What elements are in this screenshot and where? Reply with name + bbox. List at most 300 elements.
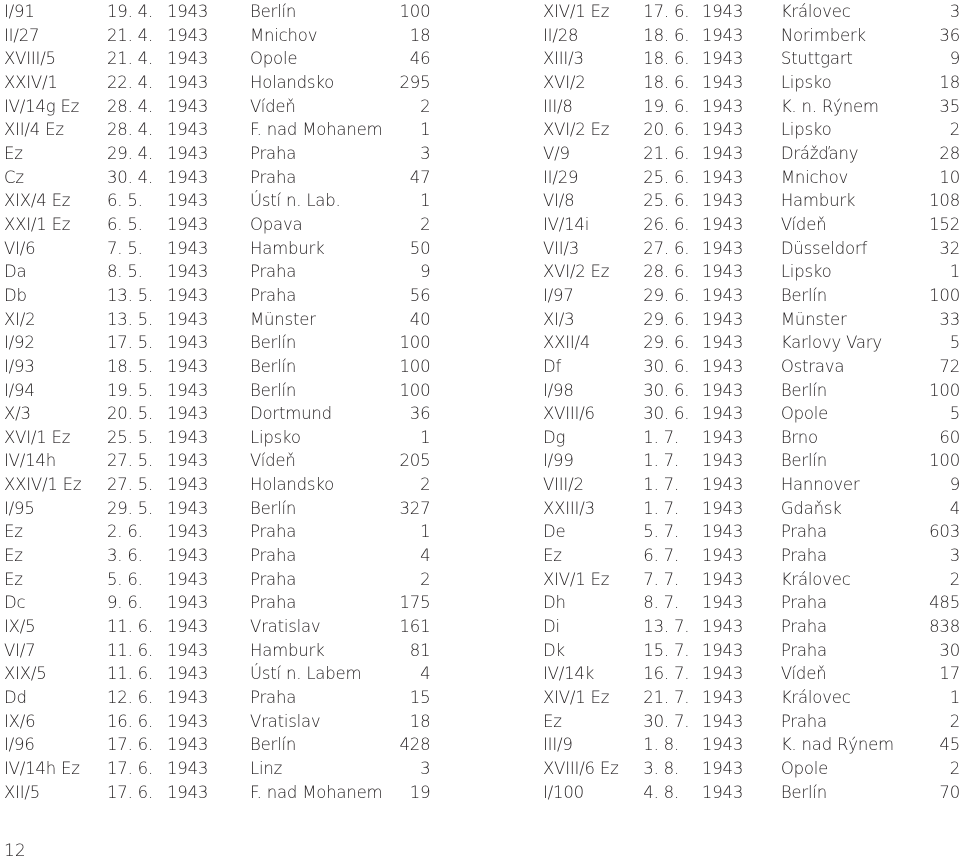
cell-year: 1943	[701, 238, 744, 258]
cell-place: Opava	[250, 214, 303, 234]
cell-date: 8. 7.	[643, 593, 680, 613]
cell-date: 19. 6.	[643, 96, 690, 116]
cell-code: XXII/4	[543, 333, 591, 353]
table-row	[543, 142, 960, 166]
cell-count: 2	[949, 711, 960, 731]
cell-year: 1943	[701, 735, 744, 755]
cell-date: 17. 6.	[107, 782, 154, 802]
table-row	[4, 497, 430, 521]
cell-place: Gdaňsk	[780, 498, 842, 518]
cell-count: 327	[399, 498, 431, 518]
cell-year: 1943	[701, 49, 744, 69]
table-row	[4, 24, 430, 48]
cell-count: 81	[409, 640, 431, 660]
transport-table-right	[543, 0, 960, 804]
cell-code: IV/14h	[4, 451, 56, 471]
cell-place: Královec	[780, 569, 851, 589]
cell-date: 6. 7.	[643, 546, 680, 566]
cell-date: 30. 6.	[643, 404, 690, 424]
cell-code: XVI/2 Ez	[543, 262, 610, 282]
table-row	[543, 615, 960, 639]
cell-count: 100	[929, 380, 960, 400]
cell-date: 27. 6.	[643, 238, 690, 258]
cell-date: 29. 4.	[107, 143, 154, 163]
cell-date: 4. 8.	[643, 782, 680, 802]
cell-year: 1943	[701, 309, 744, 329]
cell-year: 1943	[167, 593, 209, 613]
cell-code: XVI/2	[543, 72, 586, 92]
cell-year: 1943	[167, 688, 209, 708]
cell-year: 1943	[701, 262, 744, 282]
cell-code: I/93	[4, 356, 35, 376]
cell-year: 1943	[701, 96, 744, 116]
cell-code: Df	[543, 356, 562, 376]
cell-place: Praha	[250, 546, 297, 566]
table-row	[4, 426, 430, 450]
cell-count: 28	[939, 143, 960, 163]
cell-code: I/98	[543, 380, 574, 400]
cell-year: 1943	[701, 404, 744, 424]
cell-date: 13. 5.	[107, 309, 154, 329]
cell-year: 1943	[701, 688, 744, 708]
transport-table-left-body	[4, 0, 430, 804]
cell-count: 72	[939, 356, 960, 376]
cell-count: 2	[949, 120, 960, 140]
cell-code: VIII/2	[543, 475, 584, 495]
cell-count: 56	[409, 285, 431, 305]
cell-date: 28. 6.	[643, 262, 690, 282]
cell-count: 36	[409, 404, 431, 424]
table-row	[4, 166, 430, 190]
cell-year: 1943	[701, 72, 744, 92]
cell-year: 1943	[701, 498, 744, 518]
table-row	[4, 284, 430, 308]
cell-place: Lipsko	[780, 120, 832, 140]
cell-place: Ústí n. Labem	[250, 664, 362, 684]
cell-place: F. nad Mohanem	[250, 782, 383, 802]
cell-year: 1943	[167, 546, 209, 566]
cell-date: 1. 7.	[643, 427, 680, 447]
cell-place: Drážďany	[780, 143, 859, 163]
cell-date: 13. 7.	[643, 617, 690, 637]
cell-place: Mnichov	[250, 25, 318, 45]
cell-code: Da	[4, 262, 27, 282]
cell-year: 1943	[167, 569, 209, 589]
table-row	[4, 402, 430, 426]
cell-code: XVIII/5	[4, 49, 56, 69]
cell-year: 1943	[167, 262, 209, 282]
cell-year: 1943	[701, 143, 744, 163]
table-row	[543, 757, 960, 781]
cell-year: 1943	[701, 427, 744, 447]
cell-date: 30. 6.	[643, 380, 690, 400]
cell-place: K. n. Rýnem	[780, 96, 879, 116]
cell-code: XVI/2 Ez	[543, 120, 610, 140]
cell-place: Hamburk	[780, 191, 856, 211]
cell-count: 50	[409, 238, 431, 258]
cell-count: 19	[409, 782, 431, 802]
cell-place: Ústí n. Lab.	[250, 191, 341, 211]
cell-count: 35	[939, 96, 960, 116]
cell-year: 1943	[167, 214, 209, 234]
cell-date: 3. 8.	[643, 759, 680, 778]
table-row	[4, 686, 430, 710]
cell-place: Praha	[780, 640, 827, 660]
cell-place: Praha	[780, 711, 827, 731]
cell-count: 295	[399, 72, 431, 92]
cell-year: 1943	[167, 333, 209, 353]
cell-count: 838	[929, 617, 960, 637]
cell-count: 47	[409, 167, 431, 187]
cell-count: 4	[420, 664, 431, 684]
cell-count: 100	[929, 285, 960, 305]
cell-place: Praha	[250, 262, 297, 282]
cell-code: II/28	[543, 25, 579, 45]
cell-place: Praha	[780, 617, 827, 637]
cell-year: 1943	[701, 285, 744, 305]
cell-year: 1943	[167, 380, 209, 400]
table-row	[543, 118, 960, 142]
cell-place: Vídeň	[780, 214, 827, 234]
cell-year: 1943	[701, 120, 744, 140]
cell-date: 12. 6.	[107, 688, 154, 708]
cell-date: 28. 4.	[107, 120, 154, 140]
cell-year: 1943	[167, 640, 209, 660]
table-row	[4, 260, 430, 284]
cell-date: 11. 6.	[107, 640, 154, 660]
cell-code: I/99	[543, 451, 574, 471]
cell-place: Berlín	[250, 735, 297, 755]
cell-date: 22. 4.	[107, 72, 154, 92]
cell-code: VI/7	[4, 640, 36, 660]
cell-count: 108	[929, 191, 960, 211]
cell-count: 100	[399, 333, 431, 353]
cell-code: Cz	[4, 167, 24, 187]
cell-code: X/3	[4, 404, 31, 424]
cell-date: 11. 6.	[107, 664, 154, 684]
cell-place: Holandsko	[250, 475, 334, 495]
cell-count: 5	[949, 404, 960, 424]
cell-year: 1943	[701, 782, 744, 802]
cell-date: 17. 6.	[107, 735, 154, 755]
cell-count: 1	[420, 191, 431, 211]
cell-place: Lipsko	[250, 427, 301, 447]
table-row	[543, 379, 960, 403]
cell-year: 1943	[167, 404, 209, 424]
cell-count: 18	[939, 72, 960, 92]
cell-count: 2	[420, 96, 431, 116]
cell-place: Holandsko	[250, 72, 334, 92]
cell-date: 21. 4.	[107, 25, 154, 45]
cell-code: IV/14i	[543, 214, 590, 234]
cell-place: Praha	[250, 167, 297, 187]
cell-date: 18. 6.	[643, 72, 690, 92]
cell-date: 17. 6.	[107, 759, 154, 778]
table-row	[543, 710, 960, 734]
cell-count: 1	[949, 262, 960, 282]
table-row	[543, 95, 960, 119]
cell-code: I/96	[4, 735, 35, 755]
cell-code: I/97	[543, 285, 574, 305]
cell-place: Lipsko	[780, 72, 832, 92]
table-row	[543, 213, 960, 237]
cell-date: 21. 4.	[107, 49, 154, 69]
cell-place: Berlín	[250, 2, 297, 21]
cell-place: Karlovy Vary	[780, 333, 882, 353]
cell-code: VI/8	[543, 191, 575, 211]
cell-place: Praha	[780, 593, 827, 613]
cell-count: 32	[939, 238, 960, 258]
cell-place: Vratislav	[250, 711, 321, 731]
cell-place: Berlín	[780, 451, 827, 471]
cell-year: 1943	[167, 285, 209, 305]
cell-date: 7. 5.	[107, 238, 143, 258]
cell-year: 1943	[701, 640, 744, 660]
table-row	[4, 757, 430, 781]
cell-year: 1943	[167, 356, 209, 376]
table-row	[4, 591, 430, 615]
cell-place: Hamburk	[250, 640, 325, 660]
cell-date: 19. 5.	[107, 380, 154, 400]
table-row	[543, 308, 960, 332]
table-row	[543, 473, 960, 497]
cell-count: 45	[939, 735, 960, 755]
cell-count: 46	[409, 49, 431, 69]
cell-count: 485	[929, 593, 960, 613]
cell-date: 29. 6.	[643, 309, 690, 329]
cell-year: 1943	[701, 759, 744, 778]
cell-code: Ez	[4, 569, 23, 589]
cell-date: 21. 7.	[643, 688, 690, 708]
cell-code: Dk	[543, 640, 565, 660]
cell-date: 30. 4.	[107, 167, 154, 187]
cell-date: 25. 6.	[643, 167, 690, 187]
table-row	[543, 189, 960, 213]
cell-place: Berlín	[250, 498, 297, 518]
cell-date: 21. 6.	[643, 143, 690, 163]
cell-count: 40	[409, 309, 431, 329]
cell-count: 15	[409, 688, 431, 708]
cell-date: 25. 6.	[643, 191, 690, 211]
table-row	[4, 639, 430, 663]
cell-place: Vídeň	[250, 451, 296, 471]
cell-year: 1943	[701, 356, 744, 376]
cell-count: 9	[420, 262, 431, 282]
table-row	[543, 781, 960, 805]
cell-place: Opole	[780, 759, 829, 778]
cell-year: 1943	[167, 711, 209, 731]
cell-code: XIX/4 Ez	[4, 191, 71, 211]
cell-year: 1943	[167, 191, 209, 211]
cell-place: Vídeň	[780, 664, 827, 684]
cell-code: IV/14g Ez	[4, 96, 80, 116]
cell-code: II/29	[543, 167, 579, 187]
table-row	[4, 520, 430, 544]
transport-table-right-body	[543, 0, 960, 804]
table-row	[4, 449, 430, 473]
transport-table-left	[4, 0, 430, 804]
cell-code: XII/4 Ez	[4, 120, 64, 140]
cell-year: 1943	[701, 617, 744, 637]
cell-count: 1	[420, 427, 431, 447]
cell-count: 18	[409, 711, 431, 731]
table-row	[4, 71, 430, 95]
cell-date: 17. 5.	[107, 333, 154, 353]
cell-year: 1943	[701, 2, 744, 21]
cell-place: Praha	[250, 593, 297, 613]
cell-code: XII/5	[4, 782, 41, 802]
cell-year: 1943	[167, 427, 209, 447]
cell-count: 100	[399, 380, 431, 400]
cell-count: 428	[399, 735, 431, 755]
cell-code: XIV/1 Ez	[543, 569, 610, 589]
cell-count: 3	[420, 143, 431, 163]
left-column	[4, 0, 430, 804]
table-row	[543, 591, 960, 615]
right-column	[543, 0, 960, 804]
cell-date: 19. 4.	[107, 2, 154, 21]
cell-place: Berlín	[250, 356, 297, 376]
cell-code: XXIV/1	[4, 72, 58, 92]
cell-count: 2	[420, 214, 431, 234]
cell-date: 6. 5.	[107, 214, 143, 234]
cell-date: 13. 5.	[107, 285, 154, 305]
cell-count: 3	[420, 759, 431, 778]
cell-code: Dh	[543, 593, 566, 613]
cell-count: 10	[939, 167, 960, 187]
cell-count: 161	[399, 617, 431, 637]
table-row	[4, 379, 430, 403]
table-row	[543, 402, 960, 426]
table-row	[543, 733, 960, 757]
cell-code: XI/3	[543, 309, 575, 329]
cell-code: XXI/1 Ez	[4, 214, 71, 234]
cell-date: 27. 5.	[107, 475, 154, 495]
cell-count: 5	[949, 333, 960, 353]
cell-place: Hannover	[780, 475, 860, 495]
cell-place: Vídeň	[250, 96, 296, 116]
cell-count: 205	[399, 451, 431, 471]
cell-year: 1943	[167, 451, 209, 471]
cell-date: 27. 5.	[107, 451, 154, 471]
cell-count: 30	[939, 640, 960, 660]
cell-date: 16. 7.	[643, 664, 690, 684]
cell-date: 5. 6.	[107, 569, 143, 589]
cell-place: K. nad Rýnem	[780, 735, 894, 755]
table-row	[4, 568, 430, 592]
cell-year: 1943	[167, 498, 209, 518]
cell-code: XIV/1 Ez	[543, 2, 610, 21]
cell-year: 1943	[167, 167, 209, 187]
table-row	[543, 237, 960, 261]
table-row	[543, 47, 960, 71]
table-row	[4, 47, 430, 71]
cell-date: 20. 6.	[643, 120, 690, 140]
table-row	[543, 520, 960, 544]
table-row	[543, 71, 960, 95]
cell-place: Královec	[780, 2, 851, 21]
table-row	[4, 662, 430, 686]
table-row	[543, 355, 960, 379]
cell-place: Stuttgart	[780, 49, 853, 69]
cell-date: 15. 7.	[643, 640, 690, 660]
cell-date: 30. 7.	[643, 711, 690, 731]
cell-code: I/92	[4, 333, 35, 353]
cell-code: II/27	[4, 25, 40, 45]
cell-year: 1943	[701, 25, 744, 45]
cell-date: 28. 4.	[107, 96, 154, 116]
table-row	[543, 331, 960, 355]
cell-date: 30. 6.	[643, 356, 690, 376]
cell-date: 7. 7.	[643, 569, 680, 589]
cell-year: 1943	[701, 475, 744, 495]
table-row	[4, 331, 430, 355]
cell-count: 1	[420, 120, 431, 140]
cell-year: 1943	[167, 664, 209, 684]
cell-date: 6. 5.	[107, 191, 143, 211]
cell-count: 175	[399, 593, 431, 613]
cell-year: 1943	[701, 191, 744, 211]
cell-count: 70	[939, 782, 960, 802]
cell-year: 1943	[701, 593, 744, 613]
cell-year: 1943	[167, 735, 209, 755]
cell-year: 1943	[701, 167, 744, 187]
cell-place: Hamburk	[250, 238, 325, 258]
cell-date: 29. 6.	[643, 285, 690, 305]
cell-code: XXIV/1 Ez	[4, 475, 82, 495]
cell-place: Praha	[250, 285, 297, 305]
cell-code: Ez	[4, 546, 23, 566]
cell-place: Královec	[780, 688, 851, 708]
cell-year: 1943	[701, 569, 744, 589]
cell-code: IX/6	[4, 711, 36, 731]
table-row	[4, 733, 430, 757]
table-row	[4, 544, 430, 568]
cell-place: Münster	[250, 309, 316, 329]
cell-date: 26. 6.	[643, 214, 690, 234]
cell-place: Opole	[250, 49, 298, 69]
cell-count: 100	[929, 451, 960, 471]
cell-code: XVIII/6	[543, 404, 595, 424]
cell-date: 9. 6.	[107, 593, 143, 613]
table-row	[4, 0, 430, 24]
cell-code: VI/6	[4, 238, 36, 258]
cell-place: Berlín	[780, 782, 827, 802]
cell-count: 18	[409, 25, 431, 45]
cell-code: Ez	[543, 546, 562, 566]
cell-place: Münster	[780, 309, 847, 329]
table-row	[4, 781, 430, 805]
table-row	[543, 497, 960, 521]
cell-place: Opole	[780, 404, 829, 424]
cell-count: 60	[939, 427, 960, 447]
table-row	[4, 355, 430, 379]
page-number: 12	[4, 841, 26, 861]
cell-year: 1943	[167, 782, 209, 802]
cell-count: 2	[949, 759, 960, 778]
cell-code: I/95	[4, 498, 35, 518]
cell-year: 1943	[701, 546, 744, 566]
cell-code: XXIII/3	[543, 498, 595, 518]
cell-code: Ez	[4, 143, 23, 163]
cell-code: I/91	[4, 2, 35, 21]
cell-place: Dortmund	[250, 404, 332, 424]
table-row	[543, 166, 960, 190]
cell-year: 1943	[701, 664, 744, 684]
cell-year: 1943	[167, 617, 209, 637]
table-row	[543, 662, 960, 686]
cell-place: Linz	[250, 759, 283, 778]
